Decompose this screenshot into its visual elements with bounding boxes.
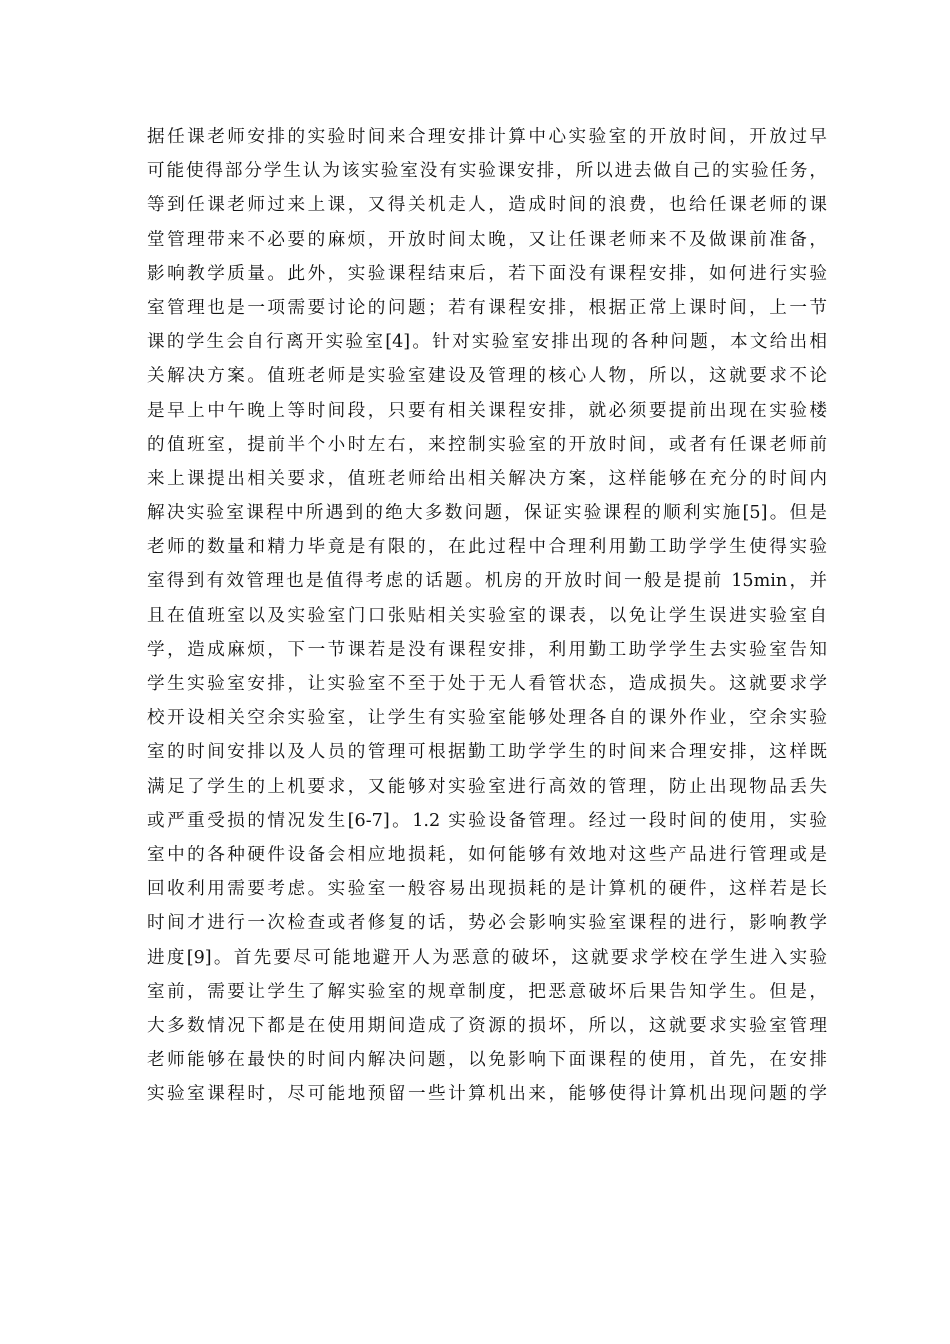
- text-line: 室中的各种硬件设备会相应地损耗，如何能够有效地对这些产品进行管理或是: [147, 844, 827, 865]
- text-line: 实验室课程时，尽可能地预留一些计算机出来，能够使得计算机出现问题的学: [147, 1084, 827, 1105]
- text-line: 是早上中午晚上等时间段，只要有相关课程安排，就必须要提前出现在实验楼: [147, 400, 827, 421]
- text-line: 来上课提出相关要求，值班老师给出相关解决方案，这样能够在充分的时间内: [147, 468, 827, 489]
- text-line: 老师的数量和精力毕竟是有限的，在此过程中合理利用勤工助学学生使得实验: [147, 537, 827, 558]
- text-line: 等到任课老师过来上课，又得关机走人，造成时间的浪费，也给任课老师的课: [147, 195, 827, 216]
- text-line: 堂管理带来不必要的麻烦，开放时间太晚，又让任课老师来不及做课前准备，: [147, 229, 827, 250]
- text-line: 可能使得部分学生认为该实验室没有实验课安排，所以进去做自己的实验任务，: [147, 161, 827, 182]
- text-line: 老师能够在最快的时间内解决问题，以免影响下面课程的使用，首先，在安排: [147, 1050, 827, 1071]
- text-line: 解决实验室课程中所遇到的绝大多数问题，保证实验课程的顺利实施[5]。但是: [147, 503, 827, 524]
- text-line: 或严重受损的情况发生[6-7]。1.2 实验设备管理。经过一段时间的使用，实验: [147, 810, 827, 831]
- text-line: 室前，需要让学生了解实验室的规章制度，把恶意破坏后果告知学生。但是，: [147, 981, 827, 1002]
- text-line: 学，造成麻烦，下一节课若是没有课程安排，利用勤工助学学生去实验室告知: [147, 639, 827, 660]
- text-line: 且在值班室以及实验室门口张贴相关实验室的课表，以免让学生误进实验室自: [147, 605, 827, 626]
- text-line: 室得到有效管理也是值得考虑的话题。机房的开放时间一般是提前 15min，并: [147, 571, 827, 592]
- text-line: 影响教学质量。此外，实验课程结束后，若下面没有课程安排，如何进行实验: [147, 263, 827, 284]
- text-line: 的值班室，提前半个小时左右，来控制实验室的开放时间，或者有任课老师前: [147, 434, 827, 455]
- text-line: 满足了学生的上机要求，又能够对实验室进行高效的管理，防止出现物品丢失: [147, 776, 827, 797]
- text-line: 校开设相关空余实验室，让学生有实验室能够处理各自的课外作业，空余实验: [147, 708, 827, 729]
- text-line: 时间才进行一次检查或者修复的话，势必会影响实验室课程的进行，影响教学: [147, 913, 827, 934]
- text-line: 关解决方案。值班老师是实验室建设及管理的核心人物，所以，这就要求不论: [147, 366, 827, 387]
- body-text: [147, 120, 827, 1111]
- text-line: 回收利用需要考虑。实验室一般容易出现损耗的是计算机的硬件，这样若是长: [147, 879, 827, 900]
- text-line: 学生实验室安排，让实验室不至于处于无人看管状态，造成损失。这就要求学: [147, 674, 827, 694]
- text-line: 进度[9]。首先要尽可能地避开人为恶意的破坏，这就要求学校在学生进入实验: [147, 947, 827, 968]
- text-line: 大多数情况下都是在使用期间造成了资源的损坏，所以，这就要求实验室管理: [147, 1015, 827, 1036]
- text-line: 室的时间安排以及人员的管理可根据勤工助学学生的时间来合理安排，这样既: [147, 742, 827, 763]
- text-line: 室管理也是一项需要讨论的问题；若有课程安排，根据正常上课时间，上一节: [147, 297, 827, 318]
- text-line: 据任课老师安排的实验时间来合理安排计算中心实验室的开放时间，开放过早: [147, 127, 827, 147]
- text-line: 课的学生会自行离开实验室[4]。针对实验室安排出现的各种问题，本文给出相: [147, 332, 827, 353]
